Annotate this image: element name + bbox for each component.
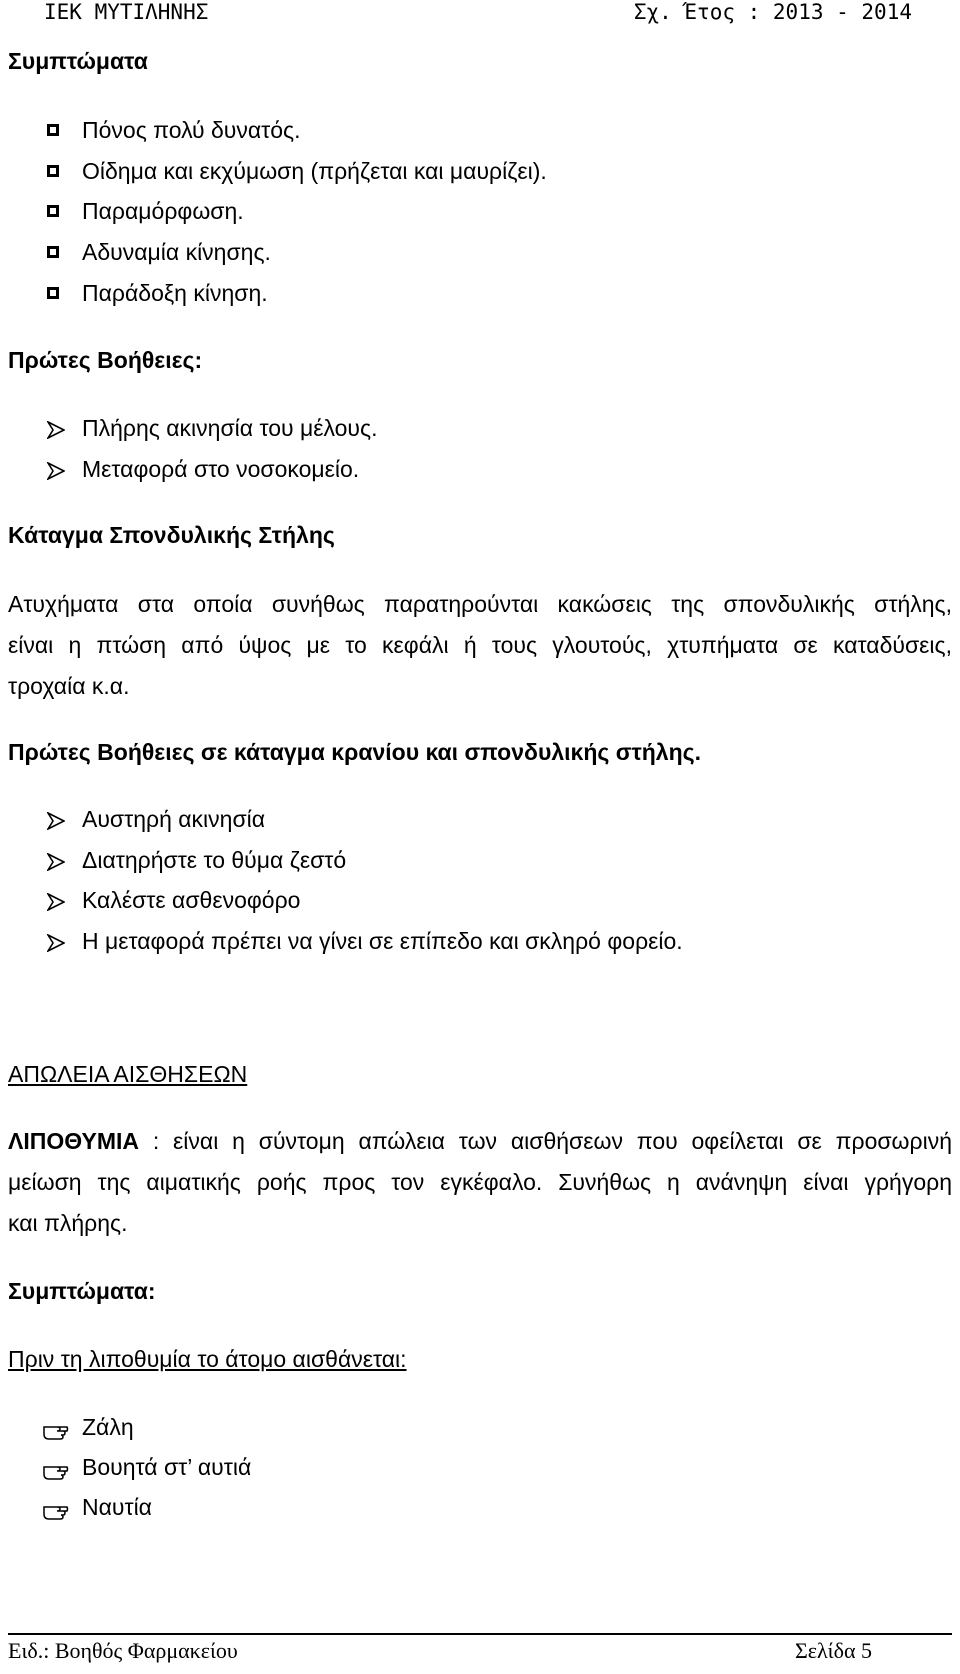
page-number: Σελίδα 5 — [794, 1638, 872, 1663]
symptoms2-heading: Συμπτώματα: — [8, 1278, 156, 1304]
arrow-bullet-icon — [47, 893, 65, 911]
paragraph-line: είναι η πτώση από ύψος με το κεφάλι ή τους γλουτούς, χτυπήματα σε καταδύσεις, — [8, 632, 952, 658]
header-year: Σχ. Έτος : 2013 - 2014 — [633, 0, 912, 24]
skull-step-item: Καλέστε ασθενοφόρο — [82, 887, 301, 913]
pointing-hand-icon — [43, 1421, 69, 1441]
symptom-item: Παράδοξη κίνηση. — [82, 280, 268, 306]
pointing-hand-icon — [43, 1501, 69, 1521]
arrow-bullet-icon — [47, 934, 65, 952]
skull-spine-heading: Πρώτες Βοήθειες σε κάταγμα κρανίου και σπονδυλικής στήλης. — [8, 739, 701, 765]
skull-step-item: Διατηρήστε το θύμα ζεστό — [82, 847, 347, 873]
senses-heading: ΑΠΩΛΕΙΑ ΑΙΣΘΗΣΕΩΝ — [8, 1061, 248, 1087]
arrow-bullet-icon — [47, 853, 65, 871]
header-school: ΙΕΚ ΜΥΤΙΛΗΝΗΣ — [44, 0, 209, 24]
square-bullet-icon — [47, 287, 59, 299]
symptom-item: Αδυναμία κίνησης. — [82, 239, 271, 265]
footer-specialty: Ειδ.: Βοηθός Φαρμακείου — [8, 1638, 238, 1663]
square-bullet-icon — [47, 124, 59, 136]
spine-heading: Κάταγμα Σπονδυλικής Στήλης — [8, 522, 335, 548]
footer-rule — [8, 1633, 952, 1635]
paragraph-line: και πλήρης. — [8, 1210, 128, 1236]
before-fainting-item: Ζάλη — [82, 1414, 134, 1440]
square-bullet-icon — [47, 205, 59, 217]
page-header — [0, 0, 960, 26]
pointing-hand-icon — [43, 1461, 69, 1481]
fainting-paragraph — [8, 1121, 952, 1244]
symptom-item: Παραμόρφωση. — [82, 198, 244, 224]
paragraph-line: μείωση της αιματικής ροής προς τον εγκέφαλο. Συνήθως η ανάνηψη είναι γρήγορη — [8, 1169, 952, 1195]
arrow-bullet-icon — [47, 462, 65, 480]
fainting-term: ΛΙΠΟΘΥΜΙΑ — [8, 1128, 139, 1154]
skull-step-item: Η μεταφορά πρέπει να γίνει σε επίπεδο και σκληρό φορείο. — [82, 928, 683, 954]
before-fainting-item: Ναυτία — [82, 1494, 152, 1520]
first-aid-heading: Πρώτες Βοήθειες: — [8, 347, 203, 373]
spine-paragraph — [8, 584, 952, 707]
paragraph-line — [8, 1121, 952, 1162]
square-bullet-icon — [47, 246, 59, 258]
arrow-bullet-icon — [47, 812, 65, 830]
before-fainting-item: Βουητά στ’ αυτιά — [82, 1454, 252, 1480]
square-bullet-icon — [47, 165, 59, 177]
before-fainting-heading: Πριν τη λιποθυμία το άτομο αισθάνεται: — [8, 1346, 407, 1372]
first-aid-item: Πλήρης ακινησία του μέλους. — [82, 415, 378, 441]
symptoms-heading: Συμπτώματα — [8, 48, 148, 74]
symptom-item: Οίδημα και εκχύμωση (πρήζεται και μαυρίζει). — [82, 158, 547, 184]
fainting-definition: : είναι η σύντομη απώλεια των αισθήσεων που οφείλεται σε προσωρινή — [138, 1128, 952, 1154]
first-aid-item: Μεταφορά στο νοσοκομείο. — [82, 456, 360, 482]
arrow-bullet-icon — [47, 421, 65, 439]
symptom-item: Πόνος πολύ δυνατός. — [82, 117, 301, 143]
paragraph-line: τροχαία κ.α. — [8, 673, 130, 699]
paragraph-line: Ατυχήματα στα οποία συνήθως παρατηρούνται κακώσεις της σπονδυλικής στήλης, — [8, 591, 952, 617]
skull-step-item: Αυστηρή ακινησία — [82, 806, 266, 832]
